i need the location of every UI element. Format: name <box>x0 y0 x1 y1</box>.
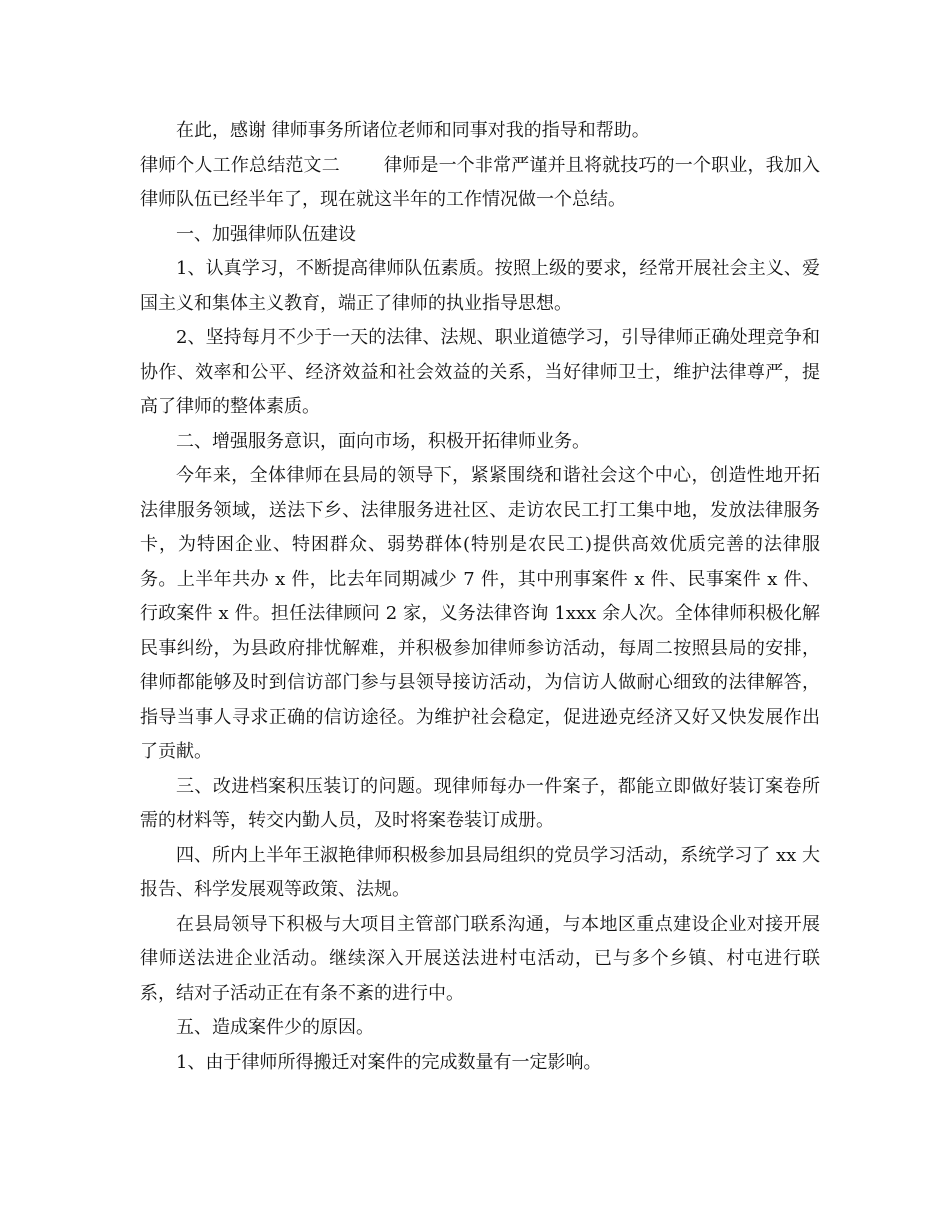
paragraph-section-title <box>140 149 820 218</box>
paragraph-party-study: 四、所内上半年王淑艳律师积极参加县局组织的党员学习活动，系统学习了 xx 大报告、科学发展观等政策、法规。 <box>140 844 820 900</box>
paragraph-relocation: 1、由于律师所得搬迁对案件的完成数量有一定影响。 <box>176 1051 602 1073</box>
paragraph-study: 1、认真学习，不断提高律师队伍素质。按照上级的要求，经常开展社会主义、爱国主义和集体主义教育，端正了律师的执业指导思想。 <box>140 258 820 314</box>
heading-service-awareness: 二、增强服务意识，面向市场，积极开拓律师业务。 <box>176 430 590 452</box>
paragraph-annual-work: 今年来，全体律师在县局的领导下，紧紧围绕和谐社会这个中心，创造性地开拓法律服务领域，送法下乡、法律服务进社区、走访农民工打工集中地，发放法律服务卡，为特困企业、特困群众、弱势群体(特别是农民工)提供高效优质完善的法律服务。上半年共办 x 件，比去年同期减少 7 件，其中刑事案件 x 件、民事案件 x 件、行政案件 x 件。担任法律顾问 2 家，义务法律咨询 1xxx 余人次。全体律师积极化解民事纠纷，为县政府排忧解难，并积极参加律师参访活动，每周二按照县局的安排，律师都能够及时到信访部门参与县领导接访活动，为信访人做耐心细致的法律解答，指导当事人寻求正确的信访途径。为维护社会稳定，促进逊克经济又好又快发展作出了贡献。 <box>140 465 820 762</box>
paragraph-archive-binding: 三、改进档案积压装订的问题。现律师每办一件案子，都能立即做好装订案卷所需的材料等，转交内勤人员，及时将案卷装订成册。 <box>140 775 820 831</box>
paragraph-thanks: 在此，感谢 律师事务所诸位老师和同事对我的指导和帮助。 <box>176 120 650 141</box>
paragraph-monthly-learning: 2、坚持每月不少于一天的法律、法规、职业道德学习，引导律师正确处理竞争和协作、效率和公平、经济效益和社会效益的关系，当好律师卫士，维护法律尊严，提高了律师的整体素质。 <box>140 327 820 417</box>
heading-team-building: 一、加强律师队伍建设 <box>176 223 356 245</box>
section-intro: 律师是一个非常严谨并且将就技巧的一个职业，我加入律师队伍已经半年了，现在就这半年的工作情况做一个总结。 <box>140 154 821 210</box>
document-body <box>140 114 820 1080</box>
heading-few-cases-reasons: 五、造成案件少的原因。 <box>176 1017 374 1038</box>
paragraph-enterprise-outreach: 在县局领导下积极与大项目主管部门联系沟通，与本地区重点建设企业对接开展律师送法进企业活动。继续深入开展送法进村屯活动，已与多个乡镇、村屯进行联系，结对子活动正在有条不紊的进行中。 <box>140 913 820 1004</box>
section-title: 律师个人工作总结范文二 <box>140 154 340 176</box>
